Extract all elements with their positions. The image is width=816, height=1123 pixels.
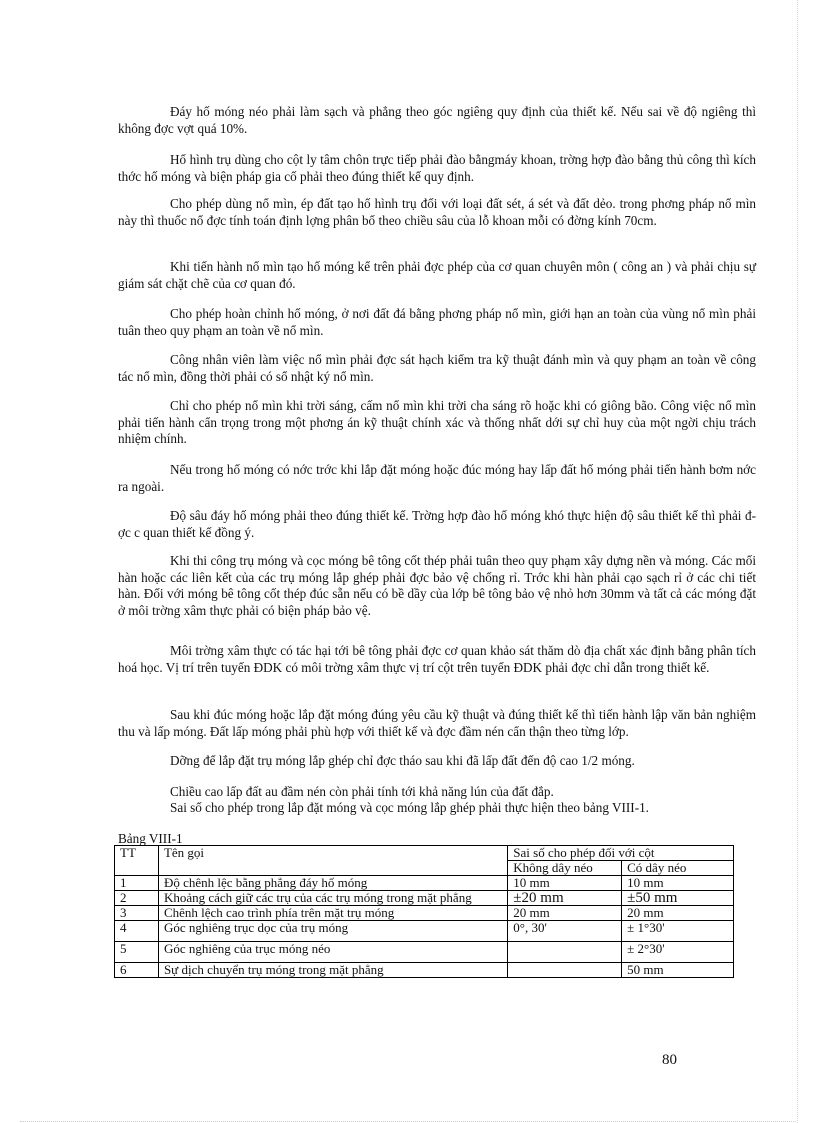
row-tt: 3	[115, 906, 159, 921]
table-caption: Bảng VIII-1	[118, 831, 183, 846]
paragraph-3: Cho phép dùng nổ mìn, ép đất tạo hố hình trụ đối với loại đất sét, á sét và đất dẻo. trong phơng pháp nổ mìn này thì thuốc nổ đợc tính toán định lợng phân bố theo chiều sâu của lỗ khoan mỗi có đờng kính 70cm.	[118, 196, 756, 228]
row-tt: 1	[115, 876, 159, 891]
row-without-guy: 10 mm	[508, 876, 622, 891]
paragraph-9: Độ sâu đáy hố móng phải theo đúng thiết kế. Trờng hợp đào hố móng khó thực hiện độ sâu thiết kế thì phải đợc c quan thiết kế đồng ý.	[118, 508, 756, 540]
row-name: Khoảng cách giữ các trụ của các trụ móng trong mặt phẳng	[158, 891, 507, 906]
paragraph-10: Khi thi công trụ móng và cọc móng bê tông cốt thép phải tuân theo quy phạm xây dựng nền và móng. Các mối hàn hoặc các liên kết của các trụ móng lắp ghép phải đợc bảo vệ chống rỉ. Trớc khi hàn phải cạo sạch rỉ ở các chi tiết hàn. Đối với móng bê tông cốt thép đúc sẵn nếu có bề dầy của lớp bê tông bảo vệ nhỏ hơn 30mm và tất cả các móng đặt ở môi trờng xâm thực phải có biện pháp bảo vệ.	[118, 553, 756, 618]
paragraph-8: Nếu trong hố móng có nớc trớc khi lắp đặt móng hoặc đúc móng hay lấp đất hố móng phải tiến hành bơm nớc ra ngoài.	[118, 462, 756, 494]
table-row	[115, 906, 734, 921]
paragraph-5: Cho phép hoàn chỉnh hố móng, ở nơi đất đá bằng phơng pháp nổ mìn, giới hạn an toàn của vùng nổ mìn phải tuân theo quy phạm an toàn về nổ mìn.	[118, 306, 756, 338]
page-bottom-border	[20, 1121, 796, 1122]
paragraph-2: Hố hình trụ dùng cho cột ly tâm chôn trực tiếp phải đào bằngmáy khoan, trờng hợp đào bằng thủ công thì kích thớc hố móng và biện pháp gia cố phải theo đúng thiết kế quy định.	[118, 152, 756, 184]
paragraph-6: Công nhân viên làm việc nổ mìn phải đợc sát hạch kiểm tra kỹ thuật đánh mìn và quy phạm an toàn về công tác nổ mìn, đồng thời phải có sổ nhật ký nổ mìn.	[118, 352, 756, 384]
row-with-guy: 10 mm	[622, 876, 734, 891]
row-with-guy: ±50 mm	[622, 891, 734, 906]
row-name: Độ chênh lệc bằng phẳng đáy hố móng	[158, 876, 507, 891]
row-without-guy	[508, 963, 622, 978]
row-without-guy: ±20 mm	[508, 891, 622, 906]
row-without-guy	[508, 942, 622, 963]
row-with-guy: 50 mm	[622, 963, 734, 978]
header-tolerance: Sai số cho phép đối với cột	[508, 846, 734, 861]
table-row	[115, 963, 734, 978]
header-with-guy: Có dây néo	[622, 861, 734, 876]
table-row	[115, 876, 734, 891]
paragraph-15: Sai số cho phép trong lắp đặt móng và cọc móng lắp ghép phải thực hiện theo bảng VIII-1.	[170, 800, 649, 815]
page-right-border	[797, 0, 798, 1123]
paragraph-11: Môi trờng xâm thực có tác hại tới bê tông phải đợc cơ quan khảo sát thăm dò địa chất xác định bằng phân tích hoá học. Vị trí trên tuyến ĐDK có môi trờng xâm thực vị trí cột trên tuyến ĐDK phải đợc chỉ dẫn trong thiết kế.	[118, 643, 756, 675]
header-tt: TT	[115, 846, 159, 876]
row-tt: 6	[115, 963, 159, 978]
paragraph-13: Dỡng để lắp đặt trụ móng lắp ghép chỉ đợc tháo sau khi đã lấp đất đến độ cao 1/2 móng.	[170, 753, 635, 768]
row-tt: 2	[115, 891, 159, 906]
row-name: Chênh lệch cao trình phía trên mặt trụ móng	[158, 906, 507, 921]
row-name: Sự dịch chuyển trụ móng trong mặt phẳng	[158, 963, 507, 978]
tolerance-table	[114, 845, 734, 978]
row-with-guy: ± 2°30'	[622, 942, 734, 963]
paragraph-1: Đáy hố móng néo phải làm sạch và phẳng theo góc ngiêng quy định của thiết kế. Nếu sai về độ ngiêng thì không đợc vợt quá 10%.	[118, 104, 756, 136]
row-with-guy: 20 mm	[622, 906, 734, 921]
table-row	[115, 921, 734, 942]
header-without-guy: Không dây néo	[508, 861, 622, 876]
table-row	[115, 891, 734, 906]
paragraph-14: Chiều cao lấp đất au đầm nén còn phải tính tới khả năng lún của đất đắp.	[170, 784, 554, 799]
table-header-row	[115, 846, 734, 861]
paragraph-12: Sau khi đúc móng hoặc lắp đặt móng đúng yêu cầu kỹ thuật và đúng thiết kế thì tiến hành lập văn bản nghiệm thu và lấp móng. Đất lấp móng phải phù hợp với thiết kế và đợc đầm nén cẩn thận theo từng lớp.	[118, 707, 756, 739]
table-row	[115, 942, 734, 963]
row-without-guy: 0°, 30'	[508, 921, 622, 942]
page-number: 80	[662, 1052, 677, 1068]
row-name: Góc nghiêng trục dọc của trụ móng	[158, 921, 507, 942]
paragraph-7: Chỉ cho phép nổ mìn khi trời sáng, cấm nổ mìn khi trời cha sáng rõ hoặc khi có giông bão. Công việc nổ mìn phải tiến hành cẩn trọng trong một phơng án kỹ thuật chính xác và thống nhất dới sự chỉ huy của một ngời chịu trách nhiệm chính.	[118, 398, 756, 446]
row-tt: 4	[115, 921, 159, 942]
header-name: Tên gọi	[158, 846, 507, 876]
paragraph-4: Khi tiến hành nổ mìn tạo hố móng kể trên phải đợc phép của cơ quan chuyên môn ( công an ) và phải chịu sự giám sát chặt chẽ của cơ quan đó.	[118, 259, 756, 291]
row-tt: 5	[115, 942, 159, 963]
row-with-guy: ± 1°30'	[622, 921, 734, 942]
row-name: Góc nghiêng của trục móng néo	[158, 942, 507, 963]
row-without-guy: 20 mm	[508, 906, 622, 921]
